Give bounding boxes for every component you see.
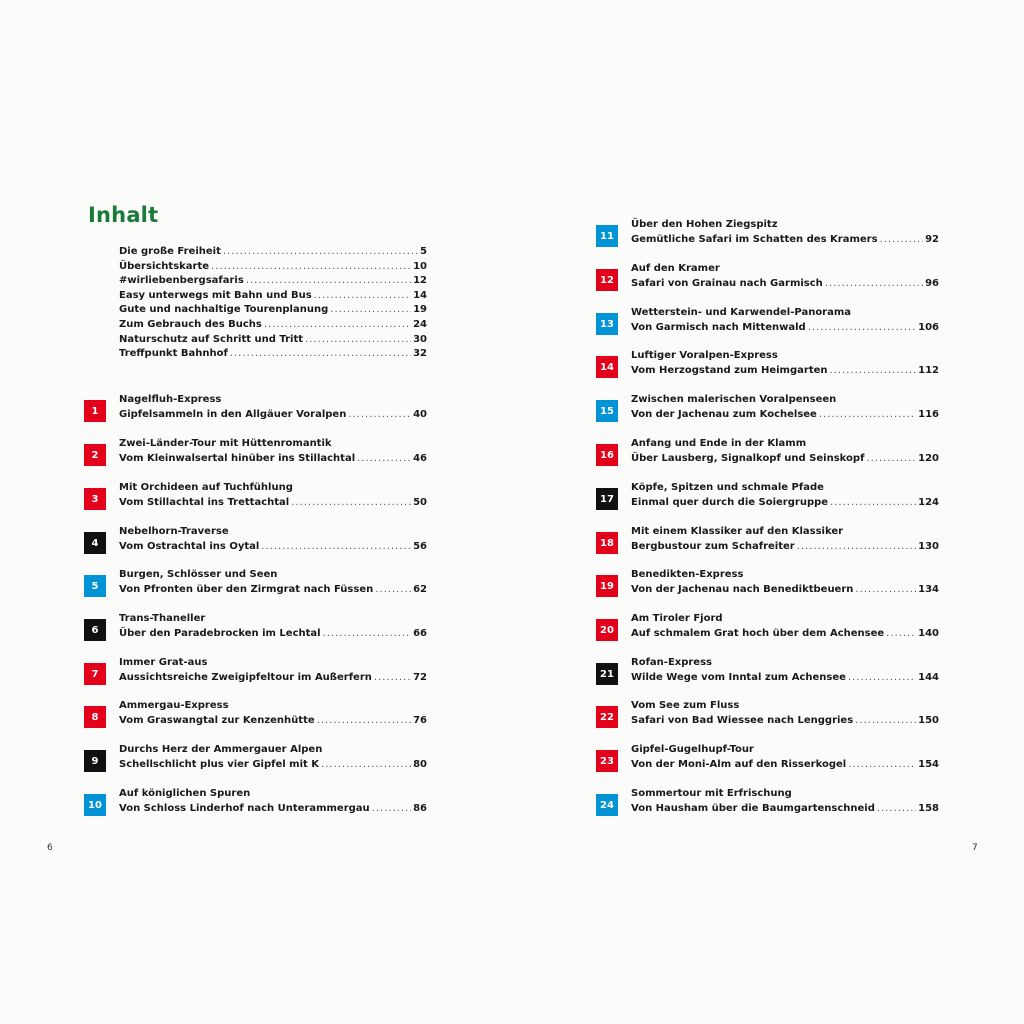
page-ref: 40 xyxy=(413,408,427,420)
page-ref: 56 xyxy=(413,540,427,552)
page-ref: 24 xyxy=(413,318,427,330)
tour-subtitle-line: Vom Herzogstand zum Heimgarten ..... 112 xyxy=(631,364,939,379)
page-ref: 134 xyxy=(918,583,939,595)
page-ref: 50 xyxy=(413,496,427,508)
tour-title: Köpfe, Spitzen und schmale Pfade xyxy=(631,482,824,493)
page-number-left: 6 xyxy=(47,843,53,853)
tour-subtitle-line: Gipfelsammeln in den Allgäuer Voralpen ..... 40 xyxy=(119,408,427,423)
tour-title: Anfang und Ende in der Klamm xyxy=(631,438,807,449)
tour-subtitle-line: Bergbustour zum Schafreiter ..... 130 xyxy=(631,540,939,555)
tour-title: Zwischen malerischen Voralpenseen xyxy=(631,394,837,405)
tour-number-badge: 19 xyxy=(596,575,618,597)
tour-number-badge: 16 xyxy=(596,444,618,466)
tour-subtitle-line: Von der Jachenau nach Benediktbeuern ..... 134 xyxy=(631,583,939,598)
tour-subtitle-line: Über den Paradebrocken im Lechtal ..... 66 xyxy=(119,627,427,642)
page-ref: 86 xyxy=(413,802,427,814)
page-ref: 76 xyxy=(413,714,427,726)
tour-number-badge: 13 xyxy=(596,313,618,335)
tour-number-badge: 17 xyxy=(596,488,618,510)
tour-number-badge: 18 xyxy=(596,532,618,554)
page-ref: 62 xyxy=(413,583,427,595)
tour-subtitle-line: Vom Ostrachtal ins Oytal ..... 56 xyxy=(119,540,427,555)
tour-title: Auf königlichen Spuren xyxy=(119,788,251,799)
tour-title: Nagelfluh-Express xyxy=(119,394,222,405)
toc-line[interactable]: Easy unterwegs mit Bahn und Bus ..... 14 xyxy=(119,289,427,304)
tour-title: Über den Hohen Ziegspitz xyxy=(631,219,778,230)
page-ref: 154 xyxy=(918,758,939,770)
page-ref: 14 xyxy=(413,289,427,301)
tour-number-badge: 14 xyxy=(596,356,618,378)
tour-number-badge: 3 xyxy=(84,488,106,510)
tour-number-badge: 21 xyxy=(596,663,618,685)
tour-title: Am Tiroler Fjord xyxy=(631,613,723,624)
tour-subtitle-line: Von der Jachenau zum Kochelsee ..... 116 xyxy=(631,408,939,423)
tour-number-badge: 6 xyxy=(84,619,106,641)
tour-subtitle-line: Von Garmisch nach Mittenwald ..... 106 xyxy=(631,321,939,336)
toc-line[interactable]: #wirliebenbergsafaris ..... 12 xyxy=(119,274,427,289)
tour-subtitle-line: Safari von Grainau nach Garmisch ..... 96 xyxy=(631,277,939,292)
page-ref: 19 xyxy=(413,304,427,316)
page-ref: 140 xyxy=(918,627,939,639)
tour-subtitle-line: Safari von Bad Wiessee nach Lenggries ..... 150 xyxy=(631,714,939,729)
tour-subtitle-line: Einmal quer durch die Soiergruppe ..... 124 xyxy=(631,496,939,511)
tour-number-badge: 2 xyxy=(84,444,106,466)
tour-title: Trans-Thaneller xyxy=(119,613,206,624)
tour-subtitle-line: Von Schloss Linderhof nach Unterammergau ..... 86 xyxy=(119,802,427,817)
page-ref: 150 xyxy=(918,714,939,726)
tour-subtitle-line: Von der Moni-Alm auf den Risserkogel ..... 154 xyxy=(631,758,939,773)
page-ref: 120 xyxy=(918,452,939,464)
page-ref: 66 xyxy=(413,627,427,639)
tour-number-badge: 24 xyxy=(596,794,618,816)
tour-number-badge: 22 xyxy=(596,706,618,728)
page-number-right: 7 xyxy=(972,843,978,853)
tour-title: Durchs Herz der Ammergauer Alpen xyxy=(119,744,323,755)
tour-subtitle-line: Wilde Wege vom Inntal zum Achensee ..... 144 xyxy=(631,671,939,686)
tour-title: Luftiger Voralpen-Express xyxy=(631,350,778,361)
tour-number-badge: 23 xyxy=(596,750,618,772)
page-ref: 12 xyxy=(413,275,427,287)
page-ref: 124 xyxy=(918,496,939,508)
tour-number-badge: 20 xyxy=(596,619,618,641)
page-ref: 144 xyxy=(918,671,939,683)
page-ref: 92 xyxy=(925,233,939,245)
tour-number-badge: 9 xyxy=(84,750,106,772)
tour-subtitle-line: Vom Kleinwalsertal hinüber ins Stillachtal ..... 46 xyxy=(119,452,427,467)
tour-number-badge: 7 xyxy=(84,663,106,685)
tour-subtitle-line: Von Hausham über die Baumgartenschneid ..... 158 xyxy=(631,802,939,817)
tour-title: Immer Grat-aus xyxy=(119,657,208,668)
toc-line[interactable]: Übersichtskarte ..... 10 xyxy=(119,260,427,275)
toc-line[interactable]: Zum Gebrauch des Buchs ..... 24 xyxy=(119,318,427,333)
tour-subtitle-line: Von Pfronten über den Zirmgrat nach Füssen ..... 62 xyxy=(119,583,427,598)
tour-title: Nebelhorn-Traverse xyxy=(119,526,229,537)
tour-number-badge: 11 xyxy=(596,225,618,247)
tour-subtitle-line: Über Lausberg, Signalkopf und Seinskopf ..... 120 xyxy=(631,452,939,467)
page-ref: 158 xyxy=(918,802,939,814)
tour-subtitle-line: Schellschlicht plus vier Gipfel mit K ..... 80 xyxy=(119,758,427,773)
tour-subtitle-line: Vom Stillachtal ins Trettachtal ..... 50 xyxy=(119,496,427,511)
tour-title: Zwei-Länder-Tour mit Hüttenromantik xyxy=(119,438,332,449)
page-ref: 80 xyxy=(413,758,427,770)
tour-title: Rofan-Express xyxy=(631,657,712,668)
tour-title: Sommertour mit Erfrischung xyxy=(631,788,792,799)
page-ref: 130 xyxy=(918,540,939,552)
tour-title: Wetterstein- und Karwendel-Panorama xyxy=(631,307,852,318)
page-ref: 46 xyxy=(413,452,427,464)
toc-line[interactable]: Gute und nachhaltige Tourenplanung ..... 19 xyxy=(119,303,427,318)
page-ref: 30 xyxy=(413,333,427,345)
tour-number-badge: 4 xyxy=(84,532,106,554)
tour-title: Gipfel-Gugelhupf-Tour xyxy=(631,744,754,755)
page-ref: 72 xyxy=(413,671,427,683)
tour-subtitle-line: Vom Graswangtal zur Kenzenhütte ..... 76 xyxy=(119,714,427,729)
page-ref: 32 xyxy=(413,348,427,360)
tour-subtitle-line: Gemütliche Safari im Schatten des Kramers ..... 92 xyxy=(631,233,939,248)
tour-subtitle-line: Auf schmalem Grat hoch über dem Achensee ..... 140 xyxy=(631,627,939,642)
page-ref: 106 xyxy=(918,321,939,333)
page-ref: 116 xyxy=(918,408,939,420)
tour-title: Ammergau-Express xyxy=(119,700,229,711)
toc-line[interactable]: Treffpunkt Bahnhof ..... 32 xyxy=(119,347,427,362)
toc-line[interactable]: Die große Freiheit ..... 5 xyxy=(119,245,427,260)
toc-heading: Inhalt xyxy=(88,203,159,227)
page-ref: 5 xyxy=(420,246,427,257)
tour-number-badge: 8 xyxy=(84,706,106,728)
tour-number-badge: 12 xyxy=(596,269,618,291)
tour-number-badge: 15 xyxy=(596,400,618,422)
page-ref: 96 xyxy=(925,277,939,289)
tour-title: Auf den Kramer xyxy=(631,263,720,274)
tour-title: Mit einem Klassiker auf den Klassiker xyxy=(631,526,844,537)
tour-number-badge: 10 xyxy=(84,794,106,816)
front-matter-list xyxy=(119,245,427,362)
tour-title: Burgen, Schlösser und Seen xyxy=(119,569,278,580)
tour-title: Mit Orchideen auf Tuchfühlung xyxy=(119,482,293,493)
tour-number-badge: 1 xyxy=(84,400,106,422)
page-ref: 10 xyxy=(413,260,427,272)
page-ref: 112 xyxy=(918,364,939,376)
tour-number-badge: 5 xyxy=(84,575,106,597)
tour-subtitle-line: Aussichtsreiche Zweigipfeltour im Außerfern ..... 72 xyxy=(119,671,427,686)
tour-title: Benedikten-Express xyxy=(631,569,744,580)
toc-line[interactable]: Naturschutz auf Schritt und Tritt ..... 30 xyxy=(119,333,427,348)
tour-title: Vom See zum Fluss xyxy=(631,700,740,711)
